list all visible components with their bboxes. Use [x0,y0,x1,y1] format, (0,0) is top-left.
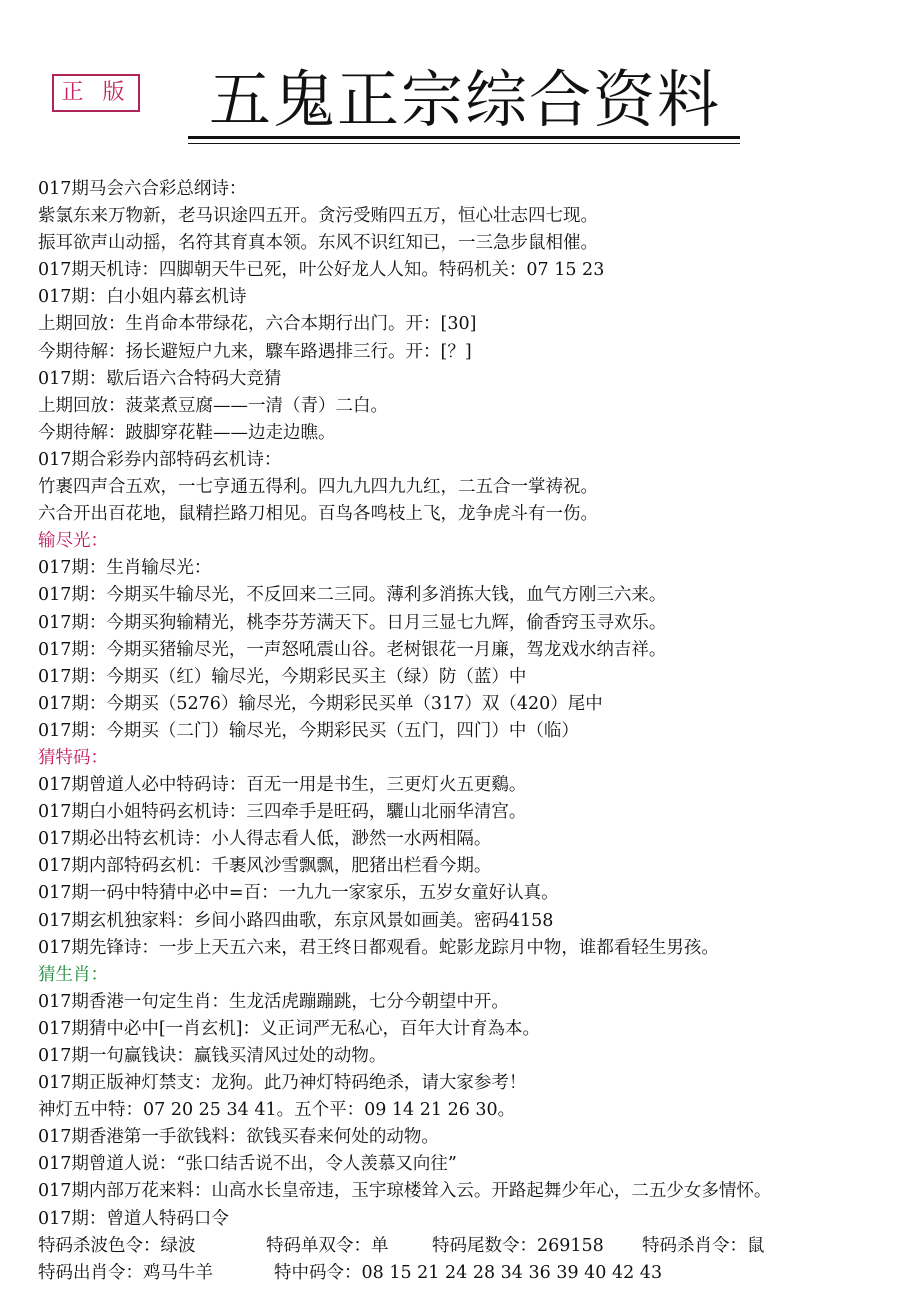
text-line: 017期白小姐特码玄机诗：三四牵手是旺码，驪山北丽华清宫。 [38,802,527,823]
text-line: 017期内部万花来料：山高水长皇帝违，玉宇琼楼耸入云。开路起舞少年心，二五少女多情怀。 [38,1181,772,1202]
kill-zodiac-command: 特码杀肖令：鼠 [642,1235,765,1256]
guess-zodiac-block [38,989,888,1233]
poem-block [38,176,888,528]
title-underline-thin [188,143,740,144]
zodiac-command: 特码出肖令：鸡马牛羊 [38,1262,213,1283]
text-line: 017期马会六合彩总纲诗： [38,179,247,199]
text-line: 017期曾道人必中特码诗：百无一用是书生，三更灯火五更鷄。 [38,775,527,796]
odd-even-command: 特码单双令：单 [266,1235,389,1256]
section-heading-lose-all: 输尽光： [38,531,108,552]
title-underline [188,136,740,139]
text-line: 017期一句赢钱诀：赢钱买清风过处的动物。 [38,1046,387,1066]
text-line: 017期曾道人说：“张口结舌说不出，令人羡慕又向往” [38,1154,457,1175]
command-row-2 [38,1260,888,1287]
tail-number-command: 特码尾数令：269158 [432,1235,604,1256]
text-line: 017期：生肖输尽光： [38,558,212,579]
page-title: 五鬼正宗综合资料 [208,63,721,136]
page-header [0,0,900,160]
text-line: 017期：歇后语六合特码大竞猜 [38,368,282,389]
kill-color-command: 特码杀波色令：绿波 [38,1235,196,1256]
section-heading-guess-code: 猜特码： [38,747,108,768]
text-line: 017期：今期买猪输尽光，一声怒吼震山谷。老树银花一月廉，驾龙戏水纳吉祥。 [38,639,667,660]
text-line: 017期合彩券内部特码玄机诗： [38,449,282,470]
text-line: 017期猜中必中[一肖玄机]：义正词严无私心，百年大计育為本。 [38,1018,541,1039]
text-line: 竹裹四声合五欢，一七亨通五得利。四九九四九九红，二五合一掌祷祝。 [38,477,598,498]
text-line: 今期待解：扬长避短户九来，驟车路遇排三行。开：[？] [38,341,472,362]
text-line: 上期回放：生肖命本带绿花，六合本期行出门。开：[30] [38,314,477,335]
text-line: 017期：今期买（二门）输尽光，今期彩民买（五门，四门）中（临） [38,720,579,741]
text-line: 017期：曾道人特码口令 [38,1208,229,1229]
text-line: 017期：今期买牛输尽光，不反回来二三同。薄利多消拣大钱，血气方刚三六来。 [38,585,667,606]
text-line: 振耳欲声山动摇，名符其育真本领。东风不识红知已，一三急步鼠相催。 [38,233,598,254]
section-heading-guess-zodiac: 猜生肖： [38,964,108,985]
text-line: 017期一码中特猜中必中=百：一九九一家家乐，五岁女童好认真。 [38,883,559,904]
text-line: 017期：今期买（红）输尽光，今期彩民买主（绿）防（蓝）中 [38,666,527,687]
text-line: 017期内部特码玄机：千裹风沙雪飘飘，肥猪出栏看今期。 [38,856,492,877]
text-line: 017期：今期买（5276）输尽光，今期彩民买单（317）双（420）尾中 [38,693,603,714]
text-line: 神灯五中特：07 20 25 34 41。五个平：09 14 21 26 30。 [38,1100,516,1121]
document-body [38,176,888,1287]
text-line: 017期必出特玄机诗：小人得志看人低，渺然一水两相隔。 [38,829,492,850]
text-line: 今期待解：跛脚穿花鞋——边走边瞧。 [38,422,336,443]
guess-code-block [38,772,888,962]
text-line: 六合开出百花地，鼠精拦路刀相见。百鸟各鸣枝上飞，龙争虎斗有一伤。 [38,504,598,525]
text-line: 上期回放：菠菜煮豆腐——一清（青）二白。 [38,395,388,416]
text-line: 017期香港一句定生肖：生龙活虎蹦蹦跳，七分今朝望中开。 [38,991,509,1012]
lose-all-block [38,555,888,745]
text-line: 017期：今期买狗输精光，桃李芬芳满天下。日月三显七九辉，偷香窍玉寻欢乐。 [38,612,667,633]
text-line: 017期：白小姐内幕玄机诗 [38,287,247,308]
text-line: 017期玄机独家料：乡间小路四曲歌，东京风景如画美。密码4158 [38,910,554,931]
text-line: 017期正版神灯禁支：龙狗。此乃神灯特码绝杀，请大家参考！ [38,1073,527,1094]
genuine-badge: 正 版 [52,74,140,112]
text-line: 017期天机诗：四脚朝天牛已死，叶公好龙人人知。特码机关：07 15 23 [38,260,605,281]
text-line: 紫氯东来万物新，老马识途四五开。贪污受贿四五万，恒心壮志四七现。 [38,206,598,227]
command-row-1 [38,1233,888,1260]
text-line: 017期先锋诗：一步上天五六来，君王终日都观看。蛇影龙踪月中物，谁都看轻生男孩。 [38,937,719,958]
text-line: 017期香港第一手欲钱料：欲钱买春来何处的动物。 [38,1127,439,1148]
hit-code-command: 特中码令：08 15 21 24 28 34 36 39 40 42 43 [274,1262,663,1283]
